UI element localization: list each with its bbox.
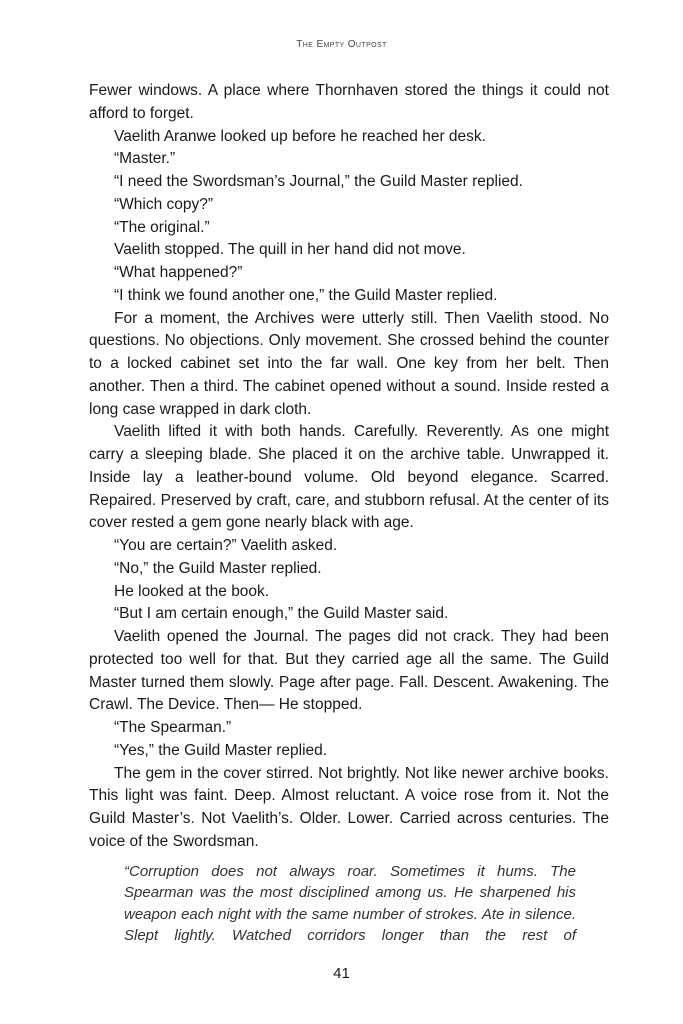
- paragraph: Vaelith lifted it with both hands. Carefully. Reverently. As one might carry a sleeping blade. She placed it on the archive table. Unwrapped it. Inside lay a leather-bound volume. Old beyond elegance. Scarred. Repaired. Preserved by craft, care, and stubborn refusal. At the center of its cover rested a gem gone nearly black with age.: [89, 423, 609, 532]
- block-quote: “Corruption does not always roar. Sometimes it hums. The Spearman was the most disciplined among us. He sharpened his weapon each night with the same number of strokes. Ate in silence. Slept lightly. Watched corridors longer than the rest of: [124, 862, 576, 944]
- dialogue-line: “You are certain?” Vaelith asked.: [114, 537, 338, 554]
- paragraph: For a moment, the Archives were utterly still. Then Vaelith stood. No questions. No objections. Only movement. She crossed behind the counter to a locked cabinet set into the far wall. One key from her belt. Then another. Then a third. The cabinet opened without a sound. Inside rested a long case wrapped in dark cloth.: [89, 309, 609, 418]
- dialogue-line: “I think we found another one,” the Guild Master replied.: [114, 286, 498, 304]
- page-number: 41: [333, 965, 350, 982]
- dialogue-line: “Which copy?”: [114, 195, 214, 213]
- paragraph: Vaelith opened the Journal. The pages did not crack. They had been protected too well for that. But they carried age all the same. The Guild Master turned them slowly. Page after page. Fall. Descent. Awakening. The Crawl. The Device. Then— He stopped.: [89, 628, 609, 714]
- dialogue-line: “No,” the Guild Master replied.: [114, 559, 322, 577]
- dialogue-line: “The Spearman.”: [114, 719, 232, 736]
- dialogue-line: “Master.”: [114, 150, 176, 168]
- paragraph: Vaelith stopped. The quill in her hand did not move.: [114, 241, 466, 259]
- paragraph: Fewer windows. A place where Thornhaven stored the things it could not afford to forget.: [89, 82, 609, 122]
- dialogue-line: “But I am certain enough,” the Guild Master said.: [114, 605, 449, 623]
- dialogue-line: “What happened?”: [114, 264, 243, 281]
- paragraph: Vaelith Aranwe looked up before he reached her desk.: [114, 127, 486, 145]
- paragraph: He looked at the book.: [114, 582, 270, 600]
- dialogue-line: “The original.”: [114, 218, 210, 236]
- running-header: The Empty Outpost: [296, 39, 387, 50]
- dialogue-line: “I need the Swordsman’s Journal,” the Guild Master replied.: [114, 173, 523, 190]
- dialogue-line: “Yes,” the Guild Master replied.: [114, 741, 328, 759]
- paragraph: The gem in the cover stirred. Not brightly. Not like newer archive books. This light was faint. Deep. Almost reluctant. A voice rose from it. Not the Guild Master’s. Not Vaelith’s. Older. Lower. Carried across centuries. The voice of the Swordsman.: [89, 764, 609, 850]
- page-body: [89, 80, 609, 947]
